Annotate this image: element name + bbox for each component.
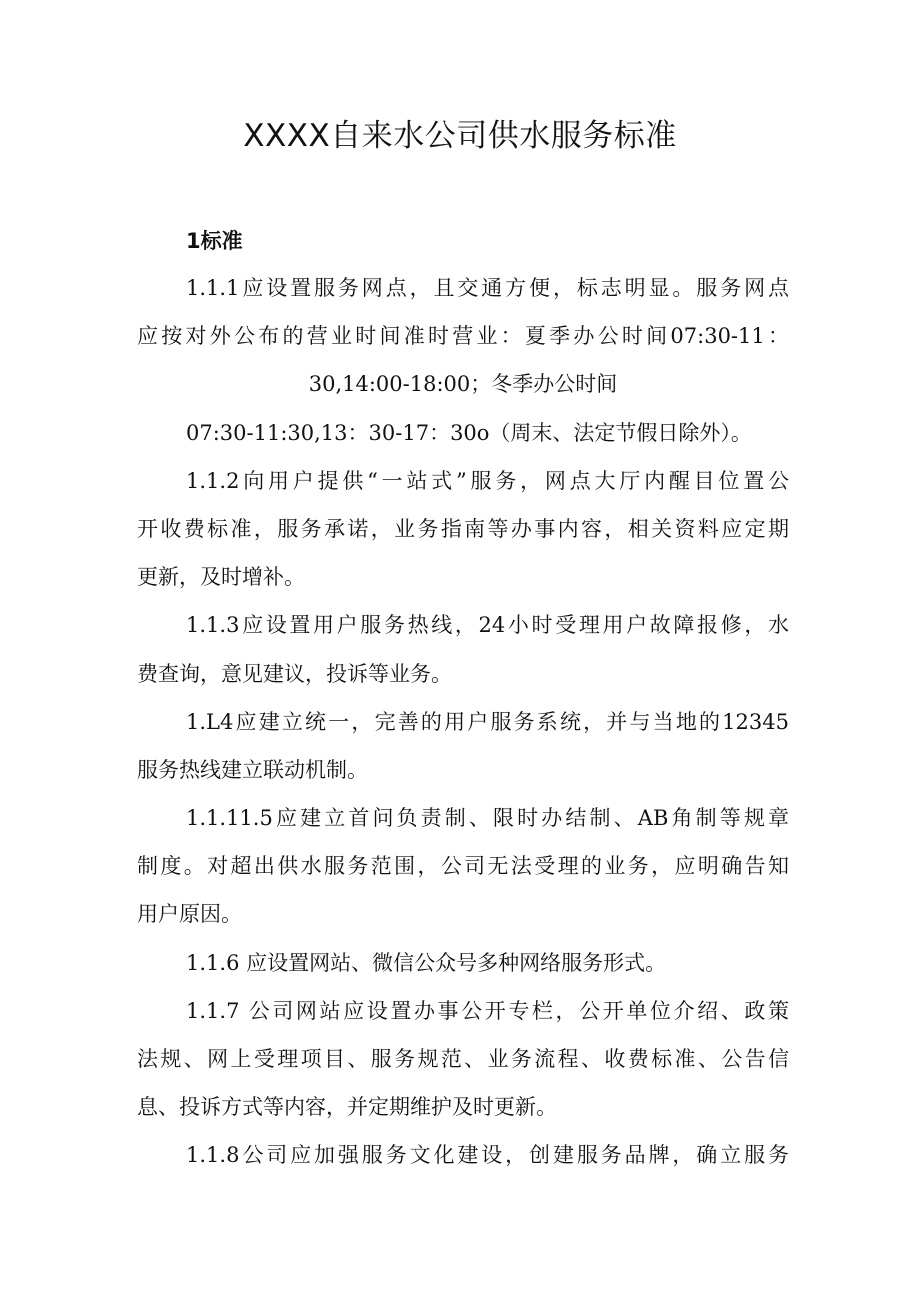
paragraph-line: 开收费标准，服务承诺，业务指南等办事内容，相关资料应定期 [137, 516, 789, 541]
paragraph-line: 1.1.8公司应加强服务文化建设，创建服务品牌，确立服务 [186, 1143, 789, 1168]
paragraph-line: 制度。对超出供水服务范围，公司无法受理的业务，应明确告知 [137, 854, 789, 879]
paragraph-line: 用户原因。 [137, 902, 242, 927]
body-text [137, 264, 789, 1180]
document-title: XXXX自来水公司供水服务标准 [243, 118, 677, 154]
paragraph-line: 1.1.7 公司网站应设置办事公开专栏，公开单位介绍、政策 [186, 998, 789, 1023]
paragraph-line: 1.1.1应设置服务网点，且交通方便，标志明显。服务网点 [186, 276, 789, 300]
paragraph-line: 应按对外公布的营业时间准时营业：夏季办公时间07:30-11： [137, 324, 789, 349]
paragraph-line: 1.L4应建立统一，完善的用户服务系统，并与当地的12345 [186, 709, 789, 734]
paragraph-line: 服务热线建立联动机制。 [137, 757, 368, 782]
paragraph-line: 1.1.11.5应建立首问负责制、限时办结制、AB角制等规章 [186, 806, 789, 831]
paragraph-line: 07:30-11:30,13：30-17：30o（周末、法定节假日除外）。 [186, 420, 752, 445]
paragraph-line: 更新，及时增补。 [137, 565, 305, 590]
section-heading: 1标准 [186, 229, 243, 253]
paragraph-line: 1.1.2向用户提供“一站式”服务，网点大厅内醒目位置公 [186, 468, 789, 493]
paragraph-line: 费查询，意见建议，投诉等业务。 [137, 661, 452, 686]
paragraph-line: 息、投诉方式等内容，并定期维护及时更新。 [137, 1095, 557, 1120]
paragraph-line: 1.1.6 应设置网站、微信公众号多种网络服务形式。 [186, 950, 667, 975]
paragraph-line: 1.1.3应设置用户服务热线，24小时受理用户故障报修，水 [186, 613, 789, 638]
paragraph-line: 30,14:00-18:00；冬季办公时间 [308, 372, 618, 397]
paragraph-line: 法规、网上受理项目、服务规范、业务流程、收费标准、公告信 [137, 1047, 789, 1071]
